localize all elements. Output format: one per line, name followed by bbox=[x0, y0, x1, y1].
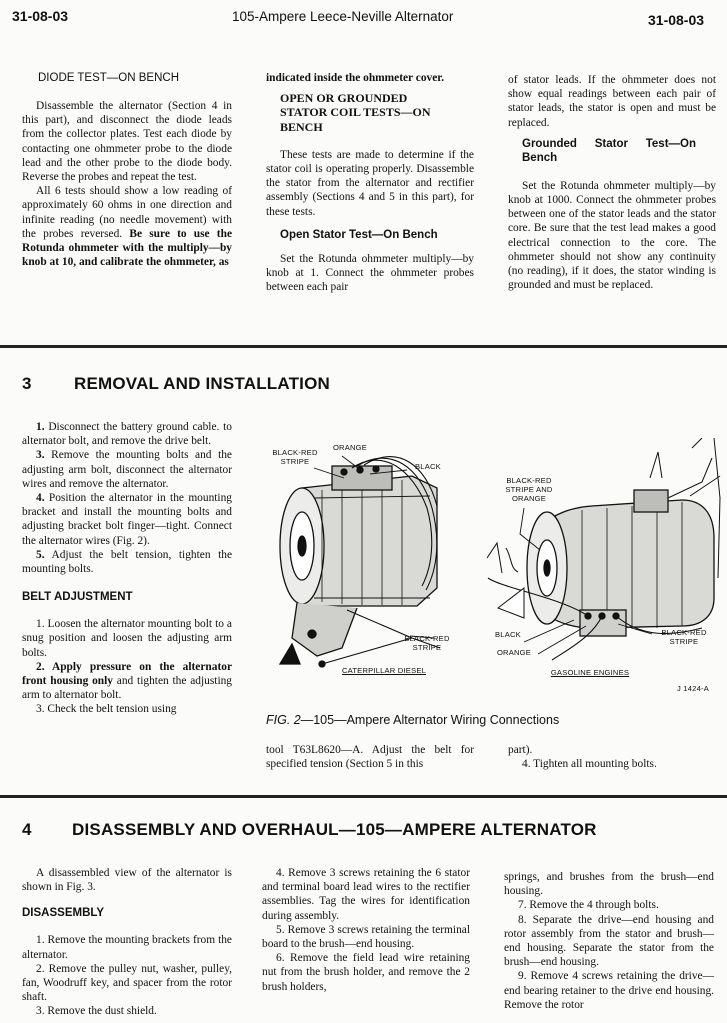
figure-reference-number: J 1424-A bbox=[677, 684, 709, 693]
grounded-stator-test-paragraph: Set the Rotunda ohmmeter multiply—by knob at 1000. Connect the ohmmeter probes between one of the stator leads and the stator core. Be sure that the test lead makes a good electrical connection to the core. The ohmmeter should not show any continuity (no reading), if it does, the stator winding is grounded and must be replaced. bbox=[508, 179, 716, 292]
part-continuation: part). bbox=[508, 744, 533, 756]
disassembly-step-8: 8. Separate the drive—end housing and rotor assembly from the stator and brush—end housing. Separate the stator from the brush—end housing. bbox=[504, 913, 714, 969]
step-5: 5. Adjust the belt tension, tighten the mounting bolts. bbox=[22, 548, 232, 576]
disassembly-step-6: 6. Remove the field lead wire retaining nut from the brush holder, and remove the 2 brush holders, bbox=[262, 952, 470, 993]
section-4-title: DISASSEMBLY AND OVERHAUL—105—AMPERE ALTERNATOR bbox=[72, 820, 597, 839]
brushes-continuation: springs, and brushes from the brush—end housing. bbox=[504, 871, 714, 898]
disassembly-heading: DISASSEMBLY bbox=[22, 907, 105, 920]
section-divider-2 bbox=[0, 795, 727, 798]
section-3-column-2-continuation: tool T63L8620—A. Adjust the belt for specified tension (Section 5 in this bbox=[266, 744, 474, 771]
belt-step-1: 1. Loosen the alternator mounting bolt to a snug position and loosen the adjusting arm bolts. bbox=[22, 618, 232, 659]
disassembly-step-2: 2. Remove the pulley nut, washer, pulley, fan, Woodruff key, and spacer from the rotor shaft. bbox=[22, 962, 232, 1004]
label-orange-left: ORANGE bbox=[332, 443, 368, 452]
alternator-wiring-illustration bbox=[262, 438, 722, 704]
step-3: 3. Remove the mounting bolts and the adjusting arm bolt, disconnect the alternator wires and remove the alternator. bbox=[22, 449, 232, 490]
removal-installation-steps bbox=[22, 420, 232, 717]
top-column-2 bbox=[266, 71, 474, 294]
disassembly-step-7: 7. Remove the 4 through bolts. bbox=[518, 899, 659, 912]
gasoline-alternator-drawing bbox=[487, 438, 720, 660]
label-orange-right: ORANGE bbox=[496, 648, 532, 657]
open-stator-test-paragraph: Set the Rotunda ohmmeter multiply—by knob at 1. Connect the ohmmeter probes between each pair bbox=[266, 252, 474, 294]
disassembly-step-1: 1. Remove the mounting brackets from the alternator. bbox=[22, 934, 232, 961]
disassembly-step-5: 5. Remove 3 screws retaining the terminal board to the brush—end housing. bbox=[262, 923, 470, 951]
running-title: 105-Ampere Leece-Neville Alternator bbox=[232, 9, 454, 24]
label-caterpillar-diesel: CATERPILLAR DIESEL bbox=[341, 666, 427, 675]
top-column-3 bbox=[508, 73, 716, 292]
step-1: 1. Disconnect the battery ground cable. to alternator bolt, and remove the drive belt. bbox=[22, 421, 232, 448]
open-stator-test-heading: Open Stator Test—On Bench bbox=[280, 228, 438, 241]
label-gasoline-engines: GASOLINE ENGINES bbox=[550, 668, 630, 677]
diode-test-paragraph-1: Disassemble the alternator (Section 4 in this part), and disconnect the diode leads from the collector plates. Test each diode by contacting one ohmmeter probe to the diode lead and the other probe to the diode body. Reverse the probes and repeat the test. bbox=[22, 100, 232, 184]
disassembly-step-9: 9. Remove 4 screws retaining the drive—end bearing retainer to the drive end housing. Remove the rotor bbox=[504, 970, 714, 1011]
stator-leads-continuation: of stator leads. If the ohmmeter does not show equal readings between each pair of stator leads, the stator is open and must be replaced. bbox=[508, 74, 716, 129]
belt-step-2: 2. Apply pressure on the alternator front housing only and tighten the adjusting arm to alternator bolt. bbox=[22, 660, 233, 702]
label-black-red-stripe-left: BLACK-RED STRIPE bbox=[272, 448, 318, 466]
section-4-column-3 bbox=[504, 870, 714, 1012]
label-black-left: BLACK bbox=[415, 462, 441, 471]
belt-adjustment-heading: BELT ADJUSTMENT bbox=[22, 591, 133, 604]
figure-2 bbox=[262, 438, 722, 704]
disassembly-intro: A disassembled view of the alternator is shown in Fig. 3. bbox=[22, 867, 232, 894]
section-4-column-2 bbox=[262, 866, 470, 994]
disassembly-step-4: 4. Remove 3 screws retaining the 6 stator and terminal board lead wires to the rectifier assemblies. Tag the wires for identification during assembly. bbox=[262, 867, 470, 922]
step-4: 4. Position the alternator in the mounting bracket and install the mounting bolts and adjusting bracket bolt finger—tight. Connect the alternator wires (Fig. 2). bbox=[22, 492, 232, 547]
belt-step-3: 3. Check the belt tension using bbox=[36, 703, 177, 716]
grounded-stator-test-heading: Grounded Stator Test—On Bench bbox=[522, 137, 696, 164]
figure-2-caption: FIG. 2—105—Ampere Alternator Wiring Connections bbox=[266, 713, 560, 727]
diode-test-paragraph-2: All 6 tests should show a low reading of approximately 60 ohms in one direction and infinite reading (no needle movement) with the probes reversed. Be sure to use the Rotunda ohmmeter with the multiply—by knob at 10, and calibrate the ohmmeter, as bbox=[22, 185, 232, 269]
label-black-right: BLACK bbox=[495, 630, 521, 639]
label-black-red-stripe-and-orange: BLACK-RED STRIPE AND ORANGE bbox=[505, 476, 553, 503]
section-4-number: 4 bbox=[22, 820, 32, 839]
step-4-tighten: 4. Tighten all mounting bolts. bbox=[522, 758, 657, 771]
label-black-red-stripe-right: BLACK-RED STRIPE bbox=[661, 628, 707, 646]
top-column-1 bbox=[22, 71, 232, 269]
section-3-number: 3 bbox=[22, 374, 32, 393]
ohmmeter-cover-continuation: indicated inside the ohmmeter cover. bbox=[266, 72, 445, 84]
stator-tests-paragraph: These tests are made to determine if the stator coil is operating properly. Disassemble the stator from the alternator and rectifier assembly (Sections 4 and 5 in this part), for these tests. bbox=[266, 148, 474, 218]
disassembly-step-3: 3. Remove the dust shield. bbox=[36, 1005, 157, 1018]
page-number-right: 31-08-03 bbox=[648, 12, 705, 28]
label-black-red-stripe-bottom-left: BLACK-RED STRIPE bbox=[404, 634, 450, 652]
section-divider-1 bbox=[0, 345, 727, 348]
section-3-column-3-continuation bbox=[508, 743, 716, 771]
diode-test-heading: DIODE TEST—ON BENCH bbox=[38, 72, 179, 84]
stator-coil-tests-heading: OPEN OR GROUNDED STATOR COIL TESTS—ON BENCH bbox=[280, 91, 431, 134]
page-number-left: 31-08-03 bbox=[12, 8, 69, 24]
section-3-title: REMOVAL AND INSTALLATION bbox=[74, 374, 331, 393]
section-4-column-1 bbox=[22, 866, 232, 1019]
